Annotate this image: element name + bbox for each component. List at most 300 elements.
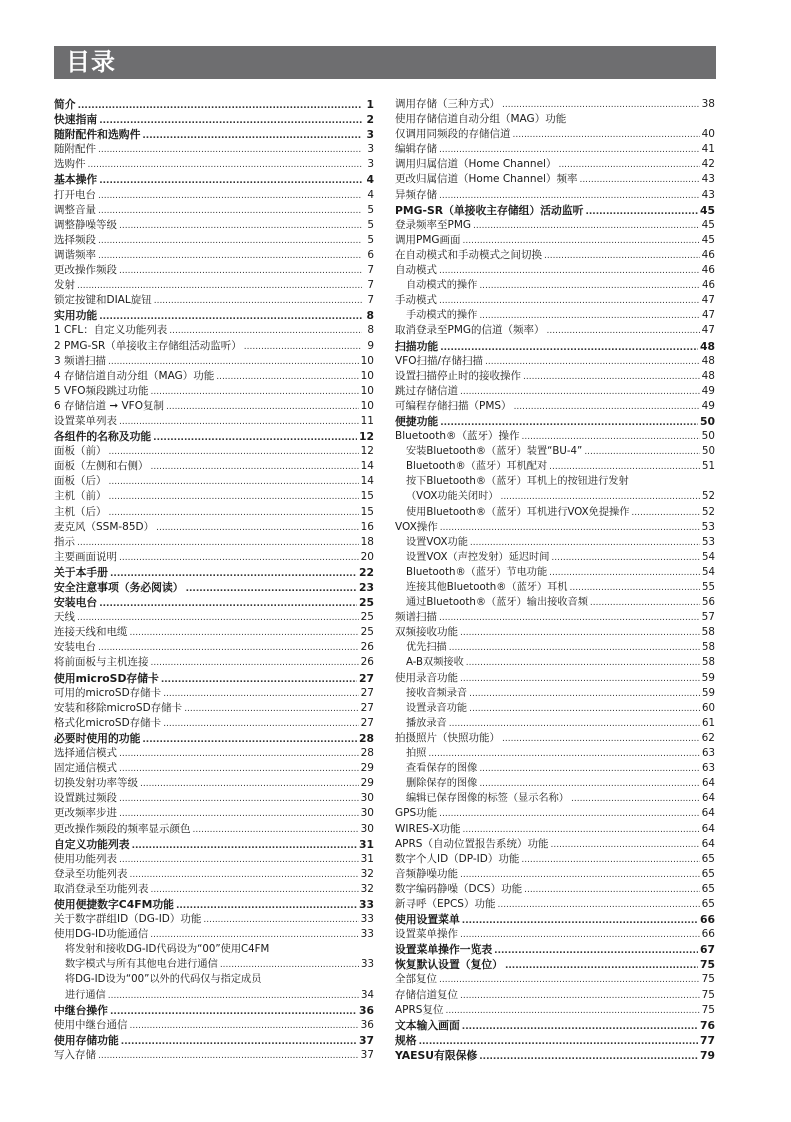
toc-entry-title: 音频静噪功能: [395, 867, 458, 880]
toc-dot-leader: [449, 717, 700, 732]
toc-entry[interactable]: [395, 535, 715, 550]
toc-entry[interactable]: [54, 505, 374, 520]
toc-entry[interactable]: [54, 203, 374, 218]
toc-entry-page: 12: [360, 445, 374, 458]
toc-dot-leader: [460, 385, 700, 400]
toc-entry-title: 自动模式的操作: [406, 280, 478, 292]
toc-entry-page: 64: [701, 822, 715, 835]
toc-entry[interactable]: [54, 127, 374, 142]
toc-entry-title: 面板（左侧和右侧）: [54, 460, 149, 473]
toc-dot-leader: [439, 189, 700, 204]
toc-dot-leader: [549, 566, 700, 581]
toc-dot-leader: [150, 928, 358, 943]
toc-entry-title: 数字模式与所有其他电台进行通信: [65, 959, 218, 971]
toc-entry-title: 接收音频录音: [406, 687, 468, 699]
toc-dot-leader: [153, 431, 357, 446]
toc-entry-page: 63: [702, 748, 715, 760]
toc-entry-page: 50: [701, 430, 715, 443]
toc-entry-page: 7: [367, 294, 374, 307]
toc-column-right: [395, 97, 715, 1063]
toc-entry[interactable]: [395, 731, 715, 746]
toc-entry-page: 46: [701, 264, 715, 277]
toc-entry-title: 双频接收功能: [395, 626, 458, 639]
toc-dot-leader: [558, 158, 699, 173]
toc-entry[interactable]: [54, 580, 374, 595]
toc-entry-page: 65: [701, 897, 715, 910]
toc-dot-leader: [439, 294, 700, 309]
toc-entry[interactable]: [54, 912, 374, 927]
toc-entry[interactable]: [395, 444, 715, 459]
toc-dot-leader: [497, 898, 699, 913]
toc-dot-leader: [109, 445, 359, 460]
toc-entry-page: 30: [360, 792, 374, 805]
toc-entry-title: 使用功能列表: [54, 852, 117, 865]
toc-dot-leader: [460, 672, 700, 687]
toc-dot-leader: [469, 702, 700, 717]
toc-entry[interactable]: [395, 988, 715, 1003]
toc-entry-title: 使用录音功能: [395, 671, 458, 684]
toc-dot-leader: [163, 687, 358, 702]
toc-entry[interactable]: [395, 384, 715, 399]
toc-entry-title: 按下Bluetooth®（蓝牙）耳机上的按钮进行发射: [406, 476, 629, 488]
toc-entry-page: 4: [367, 188, 374, 201]
toc-entry[interactable]: [395, 188, 715, 203]
toc-entry-title: 指示: [54, 535, 75, 548]
toc-entry-page: 12: [358, 430, 374, 444]
toc-entry-page: 10: [360, 369, 374, 382]
toc-entry[interactable]: [54, 1048, 374, 1063]
toc-entry-page: 8: [366, 309, 374, 323]
toc-dot-leader: [463, 234, 700, 249]
toc-entry[interactable]: [54, 384, 374, 399]
toc-dot-leader: [109, 490, 359, 505]
toc-dot-leader: [544, 249, 700, 264]
toc-entry[interactable]: [395, 882, 715, 897]
toc-entry[interactable]: [395, 429, 715, 444]
toc-entry[interactable]: [54, 520, 374, 535]
toc-entry-title: 设置录音功能: [406, 702, 468, 714]
toc-entry[interactable]: [54, 233, 374, 248]
toc-dot-leader: [98, 189, 362, 204]
toc-entry-page: 63: [702, 763, 715, 775]
toc-entry-title: 安全注意事项（务必阅读）: [54, 581, 184, 594]
toc-entry[interactable]: [395, 595, 715, 610]
toc-entry[interactable]: [54, 746, 374, 761]
toc-entry-page: 43: [701, 173, 715, 186]
toc-entry[interactable]: [54, 474, 374, 489]
toc-dot-leader: [494, 944, 698, 959]
toc-entry-title: 使用便捷数字C4FM功能: [54, 897, 174, 911]
toc-entry[interactable]: [395, 399, 715, 414]
toc-entry-title: 随附配件和选购件: [54, 128, 141, 142]
toc-entry-title: 扫描功能: [395, 339, 439, 353]
toc-entry-page: 47: [701, 294, 715, 307]
toc-entry[interactable]: [395, 655, 715, 670]
toc-entry[interactable]: [395, 489, 715, 504]
toc-dot-leader: [428, 747, 700, 762]
toc-entry[interactable]: [54, 323, 374, 338]
toc-entry[interactable]: [54, 142, 374, 157]
toc-dot-leader: [156, 521, 359, 536]
toc-entry[interactable]: [54, 927, 374, 942]
toc-entry-title: 优先扫描: [406, 642, 447, 654]
toc-entry-page: 3: [367, 158, 374, 171]
toc-entry-title: 播放录音: [406, 717, 447, 729]
toc-entry[interactable]: [54, 942, 374, 957]
toc-entry[interactable]: [395, 837, 715, 852]
toc-dot-leader: [119, 747, 359, 762]
toc-entry-page: 52: [702, 506, 715, 518]
toc-entry-title: 选择通信模式: [54, 747, 117, 760]
toc-entry-title: 面板（后）: [54, 475, 107, 488]
toc-dot-leader: [77, 536, 359, 551]
toc-entry-page: 49: [701, 384, 715, 397]
toc-entry[interactable]: [395, 218, 715, 233]
toc-entry-page: 61: [702, 717, 715, 729]
toc-entry-title: 各组件的名称及功能: [54, 430, 152, 444]
toc-entry-page: 62: [701, 731, 715, 744]
toc-entry-title: 便捷功能: [395, 414, 439, 428]
toc-entry-title: 新寻呼（EPCS）功能: [395, 897, 496, 910]
toc-entry-title: 异频存储: [395, 188, 437, 201]
toc-entry[interactable]: [395, 505, 715, 520]
toc-entry-title: VFO扫描/存储扫描: [395, 354, 484, 367]
toc-entry[interactable]: [54, 806, 374, 821]
toc-entry[interactable]: [54, 671, 374, 686]
toc-entry[interactable]: [395, 957, 715, 972]
toc-entry-page: 23: [358, 581, 374, 594]
toc-entry[interactable]: [395, 701, 715, 716]
toc-entry[interactable]: [54, 686, 374, 701]
toc-entry-page: 32: [360, 867, 374, 880]
toc-entry-title: WIRES-X功能: [395, 822, 461, 835]
toc-entry[interactable]: [395, 972, 715, 987]
toc-entry[interactable]: [395, 580, 715, 595]
toc-entry[interactable]: [54, 535, 374, 550]
toc-entry-title: 连接其他Bluetooth®（蓝牙）耳机: [406, 582, 568, 593]
toc-entry-page: 15: [360, 490, 374, 503]
toc-entry[interactable]: [395, 776, 715, 791]
toc-dot-leader: [473, 219, 700, 234]
toc-entry[interactable]: [54, 791, 374, 806]
toc-entry[interactable]: [395, 339, 715, 354]
toc-dot-leader: [151, 883, 359, 898]
toc-entry[interactable]: [395, 157, 715, 172]
toc-entry[interactable]: [54, 852, 374, 867]
toc-entry[interactable]: [54, 218, 374, 233]
toc-entry-title: 安装电台: [54, 641, 96, 654]
toc-dot-leader: [119, 551, 359, 566]
toc-entry[interactable]: [395, 233, 715, 248]
toc-dot-leader: [479, 279, 700, 294]
toc-entry[interactable]: [54, 112, 374, 127]
toc-entry-title: 设置VOX（声控发射）延迟时间: [406, 551, 550, 563]
toc-dot-leader: [142, 129, 362, 144]
toc-dot-leader: [154, 294, 362, 309]
toc-entry[interactable]: [395, 308, 715, 323]
toc-entry-title: VOX操作: [395, 520, 438, 533]
toc-entry-title: 拍摄照片（快照功能）: [395, 731, 500, 744]
toc-entry[interactable]: [395, 278, 715, 293]
toc-entry-title: 更改频率步进: [54, 807, 117, 820]
toc-dot-leader: [151, 656, 359, 671]
toc-entry-title: A-B双频接收: [406, 657, 464, 669]
toc-entry-title: 删除保存的图像: [406, 778, 478, 790]
toc-entry[interactable]: [395, 323, 715, 338]
toc-entry[interactable]: [54, 157, 374, 172]
toc-entry-title: 4 存储信道自动分组（MAG）功能: [54, 369, 215, 382]
toc-entry-page: 58: [702, 642, 715, 654]
toc-entry[interactable]: [395, 263, 715, 278]
toc-entry[interactable]: [395, 640, 715, 655]
toc-entry-page: 28: [358, 731, 374, 745]
toc-entry-page: 33: [361, 959, 374, 971]
toc-entry[interactable]: [54, 1018, 374, 1033]
toc-entry-page: 2: [366, 113, 374, 127]
toc-entry-page: 53: [701, 520, 715, 533]
toc-entry[interactable]: [54, 172, 374, 187]
toc-entry-page: 56: [702, 597, 715, 609]
toc-dot-leader: [132, 839, 357, 854]
toc-entry[interactable]: [54, 308, 374, 323]
toc-entry-title: 简介: [54, 98, 76, 111]
toc-entry[interactable]: [54, 867, 374, 882]
toc-entry-page: 15: [360, 505, 374, 518]
toc-entry-title: 全部复位: [395, 973, 437, 986]
toc-dot-leader: [462, 1020, 698, 1035]
toc-entry-title: 安装Bluetooth®（蓝牙）装置“BU-4”: [406, 446, 583, 458]
toc-entry[interactable]: [54, 716, 374, 731]
toc-entry-title: 取消登录至PMG的信道（频率）: [395, 324, 545, 337]
toc-entry[interactable]: [54, 625, 374, 640]
toc-entry[interactable]: [395, 1003, 715, 1018]
toc-entry[interactable]: [395, 686, 715, 701]
toc-dot-leader: [184, 702, 358, 717]
toc-entry-page: 5: [367, 233, 374, 246]
toc-column-left: [54, 97, 374, 1063]
toc-dot-leader: [98, 1049, 359, 1064]
toc-entry-page: 7: [367, 264, 374, 277]
toc-entry-title: 调整音量: [54, 203, 96, 216]
toc-entry[interactable]: [54, 882, 374, 897]
toc-entry[interactable]: [395, 248, 715, 263]
toc-entry[interactable]: [54, 293, 374, 308]
toc-entry-title: 写入存储: [54, 1048, 96, 1061]
toc-entry-page: 59: [701, 671, 715, 684]
toc-dot-leader: [88, 158, 363, 173]
toc-dot-leader: [78, 99, 362, 114]
toc-entry[interactable]: [395, 791, 715, 806]
toc-entry[interactable]: [395, 203, 715, 218]
toc-entry-title: 使用设置菜单: [395, 913, 460, 927]
toc-entry-page: 40: [701, 128, 715, 141]
toc-entry-page: 77: [699, 1033, 715, 1047]
toc-entry[interactable]: [395, 97, 715, 112]
toc-entry-title: 编辑存储: [395, 143, 437, 156]
toc-entry-page: 32: [360, 882, 374, 895]
toc-entry[interactable]: [54, 731, 374, 746]
toc-entry-page: 27: [360, 686, 374, 699]
toc-entry-page: 55: [702, 582, 715, 593]
toc-entry[interactable]: [395, 671, 715, 686]
toc-entry[interactable]: [54, 399, 374, 414]
toc-entry[interactable]: [54, 278, 374, 293]
toc-entry-title: 选择频段: [54, 233, 96, 246]
toc-dot-leader: [571, 792, 700, 807]
toc-dot-leader: [550, 838, 699, 853]
toc-entry[interactable]: [395, 369, 715, 384]
toc-entry-page: 22: [358, 565, 374, 579]
toc-entry-title: GPS功能: [395, 807, 438, 820]
toc-dot-leader: [460, 928, 700, 943]
toc-dot-leader: [500, 490, 700, 505]
toc-entry[interactable]: [54, 822, 374, 837]
toc-entry[interactable]: [54, 701, 374, 716]
toc-entry[interactable]: [54, 444, 374, 459]
toc-entry[interactable]: [54, 97, 374, 112]
toc-entry[interactable]: [395, 867, 715, 882]
toc-entry-page: 64: [702, 793, 715, 805]
toc-entry[interactable]: [54, 957, 374, 972]
toc-entry[interactable]: [54, 188, 374, 203]
toc-dot-leader: [439, 611, 700, 626]
toc-entry[interactable]: [54, 429, 374, 444]
toc-entry[interactable]: [395, 942, 715, 957]
toc-entry[interactable]: [54, 761, 374, 776]
toc-entry[interactable]: [54, 640, 374, 655]
toc-entry-title: 数字个人ID（DP-ID）功能: [395, 852, 520, 865]
toc-entry[interactable]: [395, 822, 715, 837]
toc-entry[interactable]: [395, 550, 715, 565]
toc-entry-page: 33: [358, 897, 374, 911]
toc-entry[interactable]: [395, 761, 715, 776]
toc-entry-page: 54: [702, 551, 715, 563]
toc-entry[interactable]: [395, 716, 715, 731]
toc-entry-title: 登录频率至PMG: [395, 218, 472, 231]
toc-entry-page: 34: [361, 989, 374, 1001]
toc-entry[interactable]: [395, 127, 715, 142]
toc-entry[interactable]: [395, 1033, 715, 1048]
toc-entry[interactable]: [395, 459, 715, 474]
toc-entry-title: 调谐频率: [54, 248, 96, 261]
toc-entry-page: 52: [702, 491, 715, 503]
toc-dot-leader: [479, 309, 700, 324]
toc-entry[interactable]: [54, 339, 374, 354]
toc-entry-page: 50: [702, 446, 715, 458]
toc-entry-title: 自动模式: [395, 264, 437, 277]
toc-entry[interactable]: [54, 972, 374, 987]
toc-entry-page: 48: [699, 339, 715, 353]
toc-entry[interactable]: [54, 610, 374, 625]
toc-dot-leader: [119, 219, 362, 234]
toc-entry[interactable]: [54, 897, 374, 912]
toc-dot-leader: [244, 340, 362, 355]
toc-entry[interactable]: [54, 414, 374, 429]
toc-entry-page: 58: [701, 626, 715, 639]
toc-entry[interactable]: [395, 112, 715, 127]
toc-entry[interactable]: [395, 1048, 715, 1063]
toc-entry[interactable]: [54, 837, 374, 852]
toc-dot-leader: [440, 521, 700, 536]
toc-entry[interactable]: [54, 1033, 374, 1048]
toc-entry[interactable]: [395, 414, 715, 429]
toc-entry[interactable]: [395, 852, 715, 867]
toc-entry[interactable]: [395, 142, 715, 157]
toc-entry-title: 5 VFO频段跳过功能: [54, 384, 149, 397]
toc-entry-page: 29: [360, 762, 374, 775]
toc-dot-leader: [142, 733, 357, 748]
toc-entry[interactable]: [395, 172, 715, 187]
toc-entry[interactable]: [395, 520, 715, 535]
toc-entry[interactable]: [395, 610, 715, 625]
toc-entry[interactable]: [54, 988, 374, 1003]
toc-entry-page: 11: [360, 414, 374, 427]
toc-entry-title: 数字编码静噪（DCS）功能: [395, 882, 523, 895]
toc-entry[interactable]: [395, 625, 715, 640]
toc-entry[interactable]: [54, 354, 374, 369]
toc-entry[interactable]: [395, 1018, 715, 1033]
toc-entry[interactable]: [395, 565, 715, 580]
toc-entry[interactable]: [54, 248, 374, 263]
toc-entry[interactable]: [54, 776, 374, 791]
toc-entry[interactable]: [54, 263, 374, 278]
toc-entry[interactable]: [395, 912, 715, 927]
toc-entry[interactable]: [395, 927, 715, 942]
toc-entry[interactable]: [395, 474, 715, 489]
toc-entry[interactable]: [54, 550, 374, 565]
toc-dot-leader: [108, 989, 359, 1004]
toc-entry-title: 连接天线和电缆: [54, 626, 128, 639]
toc-entry-page: 37: [358, 1033, 374, 1047]
toc-dot-leader: [590, 596, 700, 611]
toc-dot-leader: [462, 914, 698, 929]
toc-dot-leader: [151, 460, 359, 475]
toc-dot-leader: [449, 641, 700, 656]
toc-entry-page: 7: [367, 279, 374, 292]
toc-entry[interactable]: [54, 565, 374, 580]
toc-entry[interactable]: [54, 459, 374, 474]
toc-entry-page: 25: [360, 626, 374, 639]
toc-entry[interactable]: [54, 369, 374, 384]
toc-dot-leader: [166, 400, 359, 415]
toc-entry[interactable]: [54, 655, 374, 670]
toc-dot-leader: [119, 264, 362, 279]
toc-entry[interactable]: [54, 1003, 374, 1018]
toc-entry-page: 65: [701, 852, 715, 865]
toc-entry-title: 自定义功能列表: [54, 837, 130, 851]
toc-entry[interactable]: [395, 897, 715, 912]
toc-entry[interactable]: [54, 595, 374, 610]
page-title: 目录: [66, 48, 116, 76]
toc-entry-title: 可用的microSD存储卡: [54, 686, 162, 699]
toc-entry-title: 设置扫描停止时的接收操作: [395, 369, 521, 382]
toc-entry[interactable]: [395, 293, 715, 308]
toc-entry-page: 41: [701, 143, 715, 156]
toc-entry-page: 25: [360, 611, 374, 624]
toc-entry-page: 46: [701, 248, 715, 261]
toc-entry[interactable]: [395, 806, 715, 821]
toc-entry[interactable]: [54, 489, 374, 504]
toc-dot-leader: [140, 777, 359, 792]
toc-entry-title: 在自动模式和手动模式之间切换: [395, 248, 542, 261]
toc-entry[interactable]: [395, 354, 715, 369]
header-bar: [54, 46, 716, 79]
toc-entry-title: 打开电台: [54, 188, 96, 201]
toc-entry-title: 6 存储信道 ➞ VFO复制: [54, 399, 164, 412]
toc-entry[interactable]: [395, 746, 715, 761]
toc-entry-page: 27: [360, 701, 374, 714]
toc-entry-page: 53: [702, 536, 715, 548]
